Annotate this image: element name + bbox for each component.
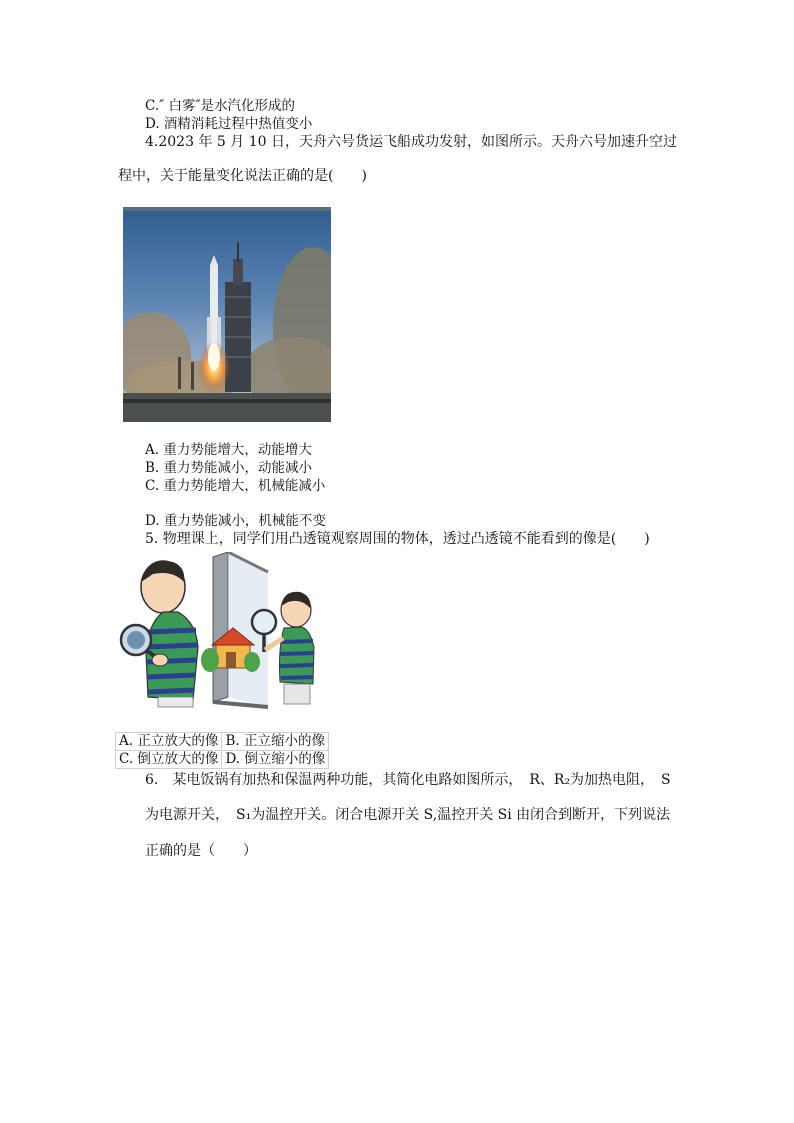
question-5: 5. 物理课上，同学们用凸透镜观察周围的物体，透过凸透镜不能看到的像是( ) xyxy=(145,531,650,547)
question-4-line-1: 4.2023 年 5 月 10 日，天舟六号货运飞船成功发射，如图所示。天舟六号加速升空过 xyxy=(145,134,677,150)
option-4b: B. 重力势能减小，动能减小 xyxy=(145,460,313,476)
option-5a: A. 正立放大的像 xyxy=(116,733,222,751)
option-4c: C. 重力势能增大，机械能减小 xyxy=(145,478,326,494)
option-3c: C.″ 白雾″是水汽化形成的 xyxy=(145,98,296,114)
question-5-options xyxy=(115,732,329,769)
boy-right xyxy=(265,592,314,704)
rocket-launch-photo xyxy=(123,207,331,422)
option-5d: D. 倒立缩小的像 xyxy=(222,751,329,769)
convex-lens-illustration xyxy=(118,552,328,712)
question-6-line-1: 6. 某电饭锅有加热和保温两种功能，其简化电路如图所示， R、R₂为加热电阻， S xyxy=(145,772,671,788)
option-4a: A. 重力势能增大，动能增大 xyxy=(145,442,312,458)
boy-with-lens-left xyxy=(121,561,198,707)
question-6-line-2: 为电源开关， S₁为温控开关。闭合电源开关 S,温控开关 Si 由闭合到断开，下列说法 xyxy=(145,807,671,823)
option-4d: D. 重力势能减小，机械能不变 xyxy=(145,513,326,529)
question-6-line-3: 正确的是（ ） xyxy=(145,843,257,859)
option-3d: D. 酒精消耗过程中热值变小 xyxy=(145,116,313,132)
option-5b: B. 正立缩小的像 xyxy=(222,733,329,751)
option-5c: C. 倒立放大的像 xyxy=(116,751,222,769)
question-4-line-2: 程中，关于能量变化说法正确的是( ) xyxy=(118,168,367,184)
